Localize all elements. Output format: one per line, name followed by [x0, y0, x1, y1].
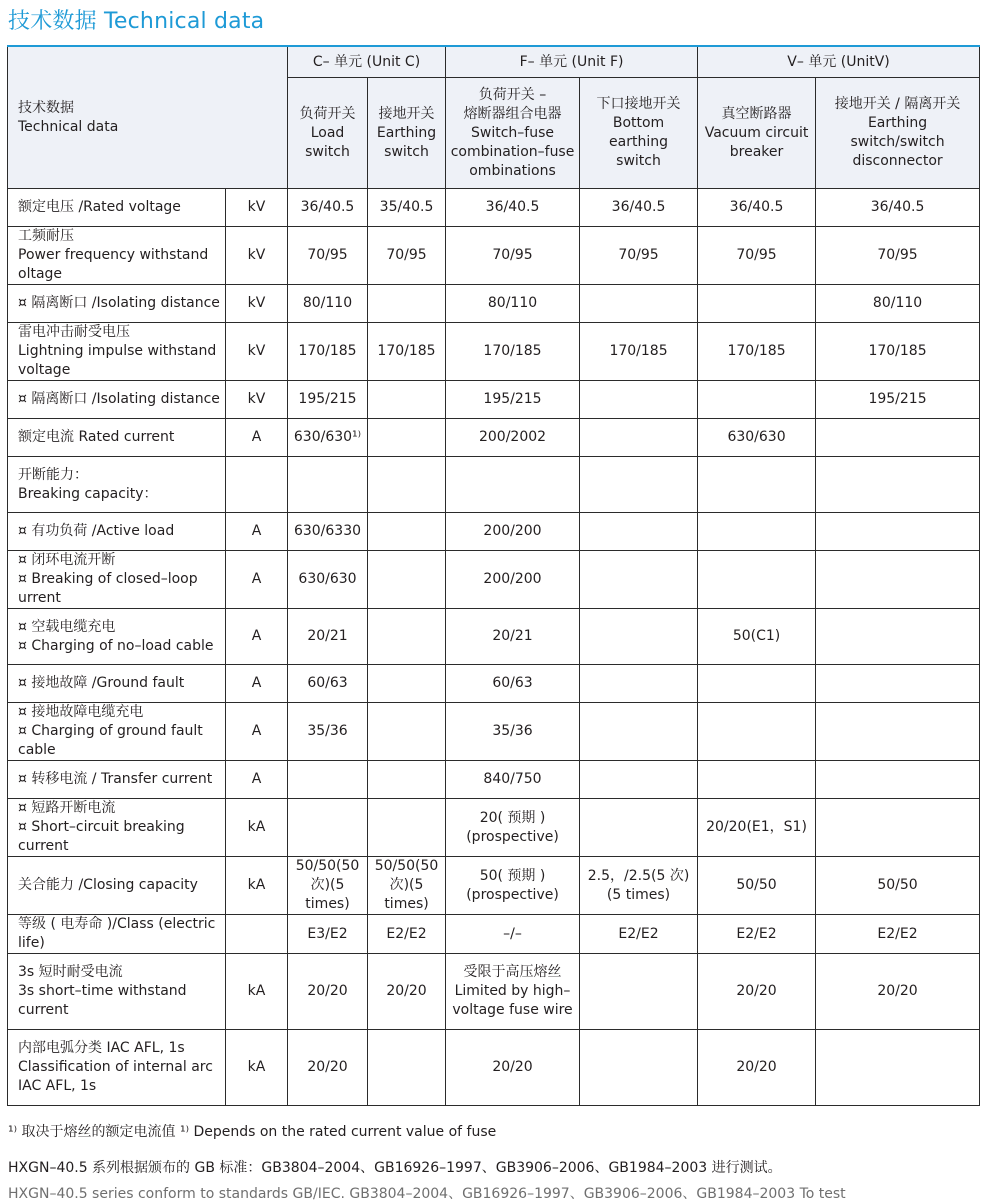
text-line: 接地开关 / 隔离开关: [834, 96, 961, 112]
text-line: 70/95: [736, 247, 777, 263]
row-unit: A: [226, 513, 288, 551]
table-cell: [446, 189, 580, 227]
table-row: [8, 381, 980, 419]
text-line: 3s 短时耐受电流: [18, 964, 123, 980]
table-cell: [368, 857, 446, 915]
text-line: 200/200: [483, 571, 542, 587]
text-line: 等级 ( 电寿命 )/Class (electric life): [18, 916, 216, 951]
footnote-fuse: ¹⁾ 取决于熔丝的额定电流值 ¹⁾ Depends on the rated current value of fuse: [8, 1124, 497, 1140]
text-line: 20( 预期 ): [479, 809, 546, 826]
row-label: [8, 227, 226, 285]
table-cell: [446, 457, 580, 513]
table-cell: [580, 665, 698, 703]
table-cell: [698, 665, 816, 703]
technical-data-table-wrapper: [7, 45, 979, 1106]
table-cell: [368, 513, 446, 551]
row-label: [8, 799, 226, 857]
text-line: voltage fuse wire: [452, 1002, 573, 1018]
text-line: 80/110: [487, 295, 538, 311]
row-label: [8, 1030, 226, 1106]
text-line: 170/185: [377, 343, 436, 359]
row-label: [8, 703, 226, 761]
column-header-2: [446, 78, 580, 189]
table-cell: [580, 609, 698, 665]
row-unit: A: [226, 609, 288, 665]
table-cell: [580, 513, 698, 551]
table-cell: [368, 665, 446, 703]
row-label: [8, 457, 226, 513]
text-line: 70/95: [618, 247, 659, 263]
table-cell: [816, 323, 980, 381]
column-header-3: [580, 78, 698, 189]
text-line: ¤ 转移电流 / Transfer current: [18, 771, 213, 787]
header-group-1: F– 单元 (Unit F): [446, 46, 698, 78]
text-line: 工频耐压: [18, 228, 74, 244]
text-line: combination–fuse: [450, 143, 575, 160]
text-line: 170/185: [868, 343, 927, 359]
table-cell: [816, 665, 980, 703]
table-cell: [446, 665, 580, 703]
text-line: ¤ Breaking of closed–loop urrent: [18, 571, 198, 606]
row-label: [8, 323, 226, 381]
row-label: [8, 761, 226, 799]
table-row: [8, 457, 980, 513]
header-corner: [8, 46, 288, 189]
table-cell: [446, 323, 580, 381]
table-cell: [816, 381, 980, 419]
table-cell: [816, 457, 980, 513]
text-line: 负荷开关 –: [478, 86, 547, 103]
text-line: 3s short–time withstand current: [18, 983, 187, 1018]
text-line: ombinations: [469, 162, 556, 179]
table-cell: [288, 513, 368, 551]
table-cell: [816, 189, 980, 227]
table-cell: [368, 609, 446, 665]
table-cell: [698, 189, 816, 227]
text-line: Classification of internal arc: [18, 1059, 213, 1075]
table-cell: [698, 703, 816, 761]
row-label: [8, 609, 226, 665]
table-row: [8, 703, 980, 761]
table-cell: [816, 761, 980, 799]
table-cell: [698, 1030, 816, 1106]
table-cell: [816, 857, 980, 915]
text-line: 20/20: [307, 1059, 348, 1075]
row-unit: kA: [226, 954, 288, 1030]
text-line: 630/6330: [293, 523, 362, 539]
table-cell: [698, 285, 816, 323]
table-cell: [816, 703, 980, 761]
table-cell: [288, 189, 368, 227]
row-unit: kV: [226, 227, 288, 285]
text-line: switch: [384, 143, 429, 160]
text-line: 20/20: [736, 1059, 777, 1075]
table-row: [8, 915, 980, 954]
text-line: 50(C1): [732, 628, 781, 644]
text-line: 630/630¹⁾: [293, 429, 362, 445]
text-line: E2/E2: [877, 925, 918, 942]
text-line: Bottom earthing: [609, 115, 668, 150]
table-cell: [580, 457, 698, 513]
table-cell: [446, 227, 580, 285]
table-cell: [816, 513, 980, 551]
text-line: 200/2002: [478, 429, 547, 445]
text-line: 额定电流 Rated current: [18, 429, 175, 445]
row-unit: kA: [226, 799, 288, 857]
table-row: [8, 857, 980, 915]
table-cell: [698, 954, 816, 1030]
text-line: switch: [616, 153, 661, 169]
table-cell: [816, 1030, 980, 1106]
text-line: ¤ 空载电缆充电: [18, 618, 116, 635]
table-row: [8, 954, 980, 1030]
text-line: ¤ 闭环电流开断: [18, 552, 116, 568]
text-line: ¤ Charging of ground fault cable: [18, 723, 203, 758]
text-line: ¤ 有功负荷 /Active load: [18, 523, 175, 539]
table-cell: [288, 381, 368, 419]
text-line: breaker: [729, 143, 784, 160]
text-line: IAC AFL, 1s: [18, 1078, 97, 1094]
row-label: [8, 285, 226, 323]
table-cell: [368, 915, 446, 954]
table-row: [8, 189, 980, 227]
row-label: [8, 857, 226, 915]
table-row: [8, 665, 980, 703]
text-line: 接地开关: [378, 105, 435, 122]
table-row: [8, 551, 980, 609]
text-line: 20/20: [736, 983, 777, 999]
text-line: 20/21: [307, 628, 348, 644]
table-cell: [446, 1030, 580, 1106]
table-cell: [698, 227, 816, 285]
text-line: ¤ Charging of no–load cable: [18, 637, 214, 654]
table-cell: [368, 954, 446, 1030]
table-cell: [580, 703, 698, 761]
text-line: 下口接地开关: [596, 96, 681, 112]
row-unit: kV: [226, 381, 288, 419]
text-line: 36/40.5: [611, 199, 666, 215]
table-cell: [816, 551, 980, 609]
text-line: (5 times): [606, 886, 671, 903]
text-line: 20/20: [492, 1059, 533, 1075]
table-cell: [368, 799, 446, 857]
text-line: 195/215: [868, 391, 927, 407]
table-cell: [580, 189, 698, 227]
text-line: Earthing switch/switch: [850, 115, 945, 150]
text-line: 雷电冲击耐受电压: [18, 324, 130, 340]
table-cell: [816, 609, 980, 665]
header-group-0: C– 单元 (Unit C): [288, 46, 446, 78]
table-cell: [288, 915, 368, 954]
text-line: 170/185: [483, 343, 542, 359]
row-label: [8, 551, 226, 609]
text-line: Lightning impulse withstand voltage: [18, 343, 217, 378]
text-line: ¤ 接地故障 /Ground fault: [18, 675, 185, 691]
row-unit: [226, 915, 288, 954]
text-line: 630/630: [727, 429, 786, 445]
text-line: ¤ Short–circuit breaking current: [18, 819, 185, 854]
text-line: ¤ 隔离断口 /Isolating distance: [18, 391, 220, 407]
table-cell: [580, 323, 698, 381]
text-line: 关合能力 /Closing capacity: [18, 877, 198, 893]
table-cell: [288, 665, 368, 703]
header-group-row: [8, 46, 980, 78]
text-line: 60/63: [307, 675, 348, 691]
row-unit: kV: [226, 323, 288, 381]
table-cell: [580, 419, 698, 457]
table-cell: [446, 915, 580, 954]
table-cell: [446, 609, 580, 665]
table-row: [8, 1030, 980, 1106]
table-cell: [446, 381, 580, 419]
table-cell: [368, 189, 446, 227]
row-label: [8, 419, 226, 457]
text-line: 35/36: [307, 723, 348, 739]
text-line: Earthing: [376, 124, 437, 141]
table-cell: [368, 1030, 446, 1106]
table-cell: [698, 551, 816, 609]
table-cell: [288, 857, 368, 915]
table-cell: [288, 323, 368, 381]
text-line: 840/750: [483, 771, 542, 787]
row-unit: A: [226, 761, 288, 799]
table-row: [8, 799, 980, 857]
column-header-4: [698, 78, 816, 189]
text-line: disconnector: [852, 153, 943, 169]
row-unit: A: [226, 551, 288, 609]
text-line: 170/185: [727, 343, 786, 359]
text-line: 170/185: [609, 343, 668, 359]
text-line: 36/40.5: [729, 199, 784, 215]
row-label: [8, 513, 226, 551]
text-line: E2/E2: [386, 925, 427, 942]
table-cell: [368, 457, 446, 513]
table-cell: [698, 457, 816, 513]
table-cell: [368, 323, 446, 381]
text-line: Breaking capacity：: [18, 485, 158, 502]
text-line: 额定电压 /Rated voltage: [18, 199, 181, 215]
table-cell: [368, 761, 446, 799]
text-line: 80/110: [302, 295, 353, 311]
row-unit: A: [226, 665, 288, 703]
text-line: 熔断器组合电器: [463, 105, 562, 122]
table-row: [8, 323, 980, 381]
text-line: 50( 预期 ): [479, 867, 546, 884]
text-line: 80/110: [872, 295, 923, 311]
table-cell: [698, 761, 816, 799]
text-line: 70/95: [492, 247, 533, 263]
text-line: Power frequency withstand oltage: [18, 247, 209, 282]
table-cell: [698, 609, 816, 665]
row-unit: kV: [226, 285, 288, 323]
table-cell: [368, 551, 446, 609]
text-line: Technical data: [18, 118, 119, 135]
table-cell: [698, 513, 816, 551]
table-cell: [446, 799, 580, 857]
row-label: [8, 954, 226, 1030]
row-unit: A: [226, 703, 288, 761]
table-row: [8, 513, 980, 551]
table-cell: [288, 954, 368, 1030]
table-cell: [288, 1030, 368, 1106]
text-line: 35/40.5: [379, 199, 434, 215]
text-line: E2/E2: [618, 925, 659, 942]
text-line: 50/50: [736, 877, 777, 893]
text-line: 35/36: [492, 723, 533, 739]
table-cell: [580, 1030, 698, 1106]
table-cell: [446, 513, 580, 551]
table-cell: [580, 227, 698, 285]
table-cell: [288, 609, 368, 665]
table-cell: [368, 381, 446, 419]
table-cell: [446, 419, 580, 457]
table-cell: [698, 323, 816, 381]
table-cell: [580, 857, 698, 915]
table-cell: [580, 551, 698, 609]
text-line: Vacuum circuit: [704, 124, 809, 141]
page-title: 技术数据 Technical data: [8, 9, 265, 34]
text-line: 20/20: [307, 983, 348, 999]
row-unit: A: [226, 419, 288, 457]
text-line: 20/20(E1，S1): [706, 819, 807, 835]
table-cell: [446, 954, 580, 1030]
table-cell: [698, 419, 816, 457]
table-cell: [580, 799, 698, 857]
text-line: 次)(5 times): [305, 877, 350, 912]
row-label: [8, 381, 226, 419]
text-line: 负荷开关: [299, 105, 356, 122]
table-cell: [446, 285, 580, 323]
technical-data-table: [7, 45, 980, 1106]
text-line: 50/50: [877, 877, 918, 893]
table-cell: [288, 799, 368, 857]
table-cell: [368, 285, 446, 323]
table-cell: [288, 551, 368, 609]
text-line: 630/630: [298, 571, 357, 587]
text-line: 2.5，/2.5(5 次): [587, 867, 690, 884]
table-cell: [288, 703, 368, 761]
table-cell: [580, 915, 698, 954]
header-group-2: V– 单元 (UnitV): [698, 46, 980, 78]
text-line: 20/20: [386, 983, 427, 999]
table-cell: [446, 857, 580, 915]
row-label: [8, 915, 226, 954]
table-row: [8, 419, 980, 457]
text-line: 20/20: [877, 983, 918, 999]
table-row: [8, 609, 980, 665]
text-line: Limited by high–: [454, 983, 571, 999]
row-unit: kV: [226, 189, 288, 227]
row-label: [8, 665, 226, 703]
table-cell: [816, 915, 980, 954]
table-cell: [816, 285, 980, 323]
table-cell: [580, 954, 698, 1030]
table-row: [8, 227, 980, 285]
text-line: ¤ 接地故障电缆充电: [18, 704, 144, 720]
table-cell: [580, 381, 698, 419]
table-cell: [580, 761, 698, 799]
table-row: [8, 761, 980, 799]
text-line: 36/40.5: [300, 199, 355, 215]
text-line: 195/215: [483, 391, 542, 407]
footnote-standards-en: HXGN–40.5 series conform to standards GB/IEC. GB3804–2004、GB16926–1997、GB3906–2006、GB1984–2003 To test: [8, 1186, 846, 1202]
text-line: Switch–fuse: [471, 124, 555, 141]
text-line: 开断能力：: [18, 466, 88, 483]
text-line: 70/95: [386, 247, 427, 263]
table-cell: [816, 799, 980, 857]
table-cell: [446, 551, 580, 609]
column-header-5: [816, 78, 980, 189]
text-line: 技术数据: [18, 99, 74, 116]
text-line: 60/63: [492, 675, 533, 691]
text-line: E3/E2: [307, 925, 348, 942]
text-line: ¤ 短路开断电流: [18, 800, 116, 816]
table-cell: [698, 381, 816, 419]
text-line: 次)(5 times): [384, 877, 429, 912]
table-cell: [698, 799, 816, 857]
table-cell: [698, 857, 816, 915]
text-line: 内部电弧分类 IAC AFL, 1s: [18, 1040, 185, 1056]
table-cell: [288, 761, 368, 799]
table-cell: [288, 457, 368, 513]
text-line: 真空断路器: [721, 105, 792, 122]
text-line: 36/40.5: [870, 199, 925, 215]
table-cell: [816, 954, 980, 1030]
table-cell: [698, 915, 816, 954]
text-line: (prospective): [466, 828, 559, 845]
row-unit: kA: [226, 857, 288, 915]
text-line: 195/215: [298, 391, 357, 407]
text-line: –/–: [503, 925, 522, 942]
text-line: Load: [310, 124, 345, 141]
text-line: switch: [305, 143, 350, 160]
table-cell: [816, 419, 980, 457]
text-line: ¤ 隔离断口 /Isolating distance: [18, 295, 220, 311]
table-cell: [446, 703, 580, 761]
text-line: 200/200: [483, 523, 542, 539]
text-line: E2/E2: [736, 925, 777, 942]
text-line: (prospective): [466, 886, 559, 903]
text-line: 70/95: [877, 247, 918, 263]
row-label: [8, 189, 226, 227]
row-unit: [226, 457, 288, 513]
text-line: 50/50(50: [295, 858, 360, 874]
text-line: 70/95: [307, 247, 348, 263]
table-cell: [368, 419, 446, 457]
table-cell: [288, 285, 368, 323]
table-cell: [368, 227, 446, 285]
text-line: 36/40.5: [485, 199, 540, 215]
footnote-standards-cn: HXGN–40.5 系列根据颁布的 GB 标准：GB3804–2004、GB16926–1997、GB3906–2006、GB1984–2003 进行测试。: [8, 1160, 782, 1176]
text-line: 受限于高压熔丝: [463, 964, 562, 980]
text-line: 50/50(50: [374, 858, 439, 874]
row-unit: kA: [226, 1030, 288, 1106]
table-cell: [288, 227, 368, 285]
column-header-0: [288, 78, 368, 189]
table-cell: [368, 703, 446, 761]
table-row: [8, 285, 980, 323]
table-cell: [816, 227, 980, 285]
table-cell: [288, 419, 368, 457]
table-cell: [580, 285, 698, 323]
text-line: 20/21: [492, 628, 533, 644]
table-cell: [446, 761, 580, 799]
column-header-1: [368, 78, 446, 189]
text-line: 170/185: [298, 343, 357, 359]
